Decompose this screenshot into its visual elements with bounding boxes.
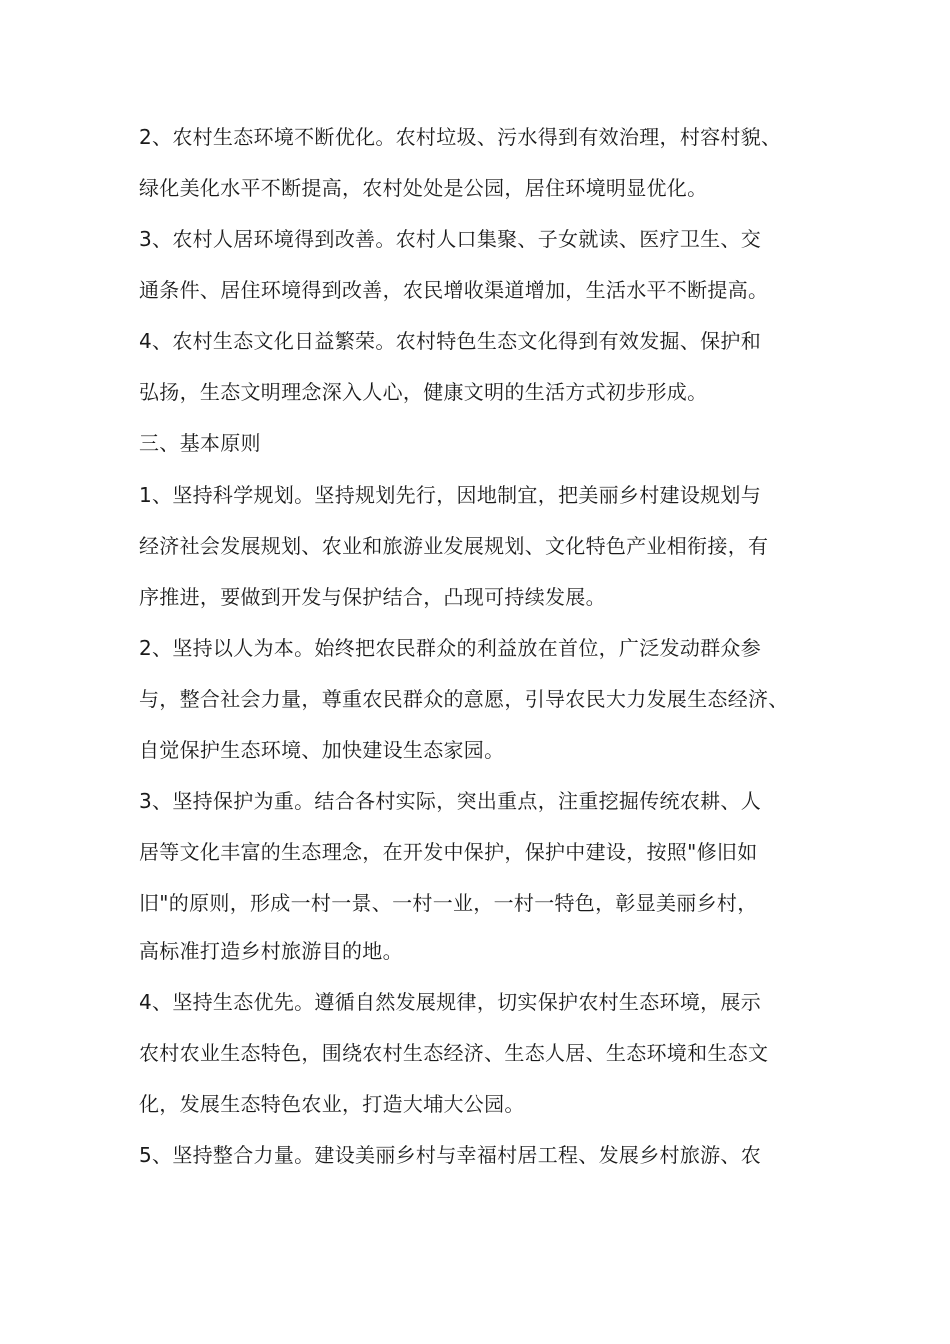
text-line: 3、坚持保护为重。结合各村实际，突出重点，注重挖掘传统农耕、人 xyxy=(139,789,762,813)
text-line: 农村农业生态特色，围绕农村生态经济、生态人居、生态环境和生态文 xyxy=(139,1041,769,1065)
text-line: 5、坚持整合力量。建设美丽乡村与幸福村居工程、发展乡村旅游、农 xyxy=(139,1143,762,1167)
text-line: 化，发展生态特色农业，打造大埔大公园。 xyxy=(139,1092,525,1116)
text-line: 经济社会发展规划、农业和旅游业发展规划、文化特色产业相衔接，有 xyxy=(139,534,769,558)
section-heading: 三、基本原则 xyxy=(139,431,261,455)
text-line: 通条件、居住环境得到改善，农民增收渠道增加，生活水平不断提高。 xyxy=(139,278,769,302)
text-line: 1、坚持科学规划。坚持规划先行，因地制宜，把美丽乡村建设规划与 xyxy=(139,483,762,507)
text-line: 2、坚持以人为本。始终把农民群众的利益放在首位，广泛发动群众参 xyxy=(139,636,762,660)
text-line: 居等文化丰富的生态理念，在开发中保护，保护中建设，按照"修旧如 xyxy=(139,840,758,864)
text-line: 4、坚持生态优先。遵循自然发展规律，切实保护农村生态环境，展示 xyxy=(139,990,762,1014)
text-line: 2、农村生态环境不断优化。农村垃圾、污水得到有效治理，村容村貌、 xyxy=(139,125,782,149)
text-line: 3、农村人居环境得到改善。农村人口集聚、子女就读、医疗卫生、交 xyxy=(139,227,762,251)
text-line: 高标准打造乡村旅游目的地。 xyxy=(139,939,403,963)
text-line: 与，整合社会力量，尊重农民群众的意愿，引导农民大力发展生态经济、 xyxy=(139,687,789,711)
text-line: 4、农村生态文化日益繁荣。农村特色生态文化得到有效发掘、保护和 xyxy=(139,329,762,353)
text-line: 绿化美化水平不断提高，农村处处是公园，居住环境明显优化。 xyxy=(139,176,708,200)
text-line: 序推进，要做到开发与保护结合，凸现可持续发展。 xyxy=(139,585,606,609)
text-line: 自觉保护生态环境、加快建设生态家园。 xyxy=(139,738,505,762)
text-line: 旧"的原则，形成一村一景、一村一业，一村一特色，彰显美丽乡村， xyxy=(139,891,758,915)
text-line: 弘扬，生态文明理念深入人心，健康文明的生活方式初步形成。 xyxy=(139,380,708,404)
